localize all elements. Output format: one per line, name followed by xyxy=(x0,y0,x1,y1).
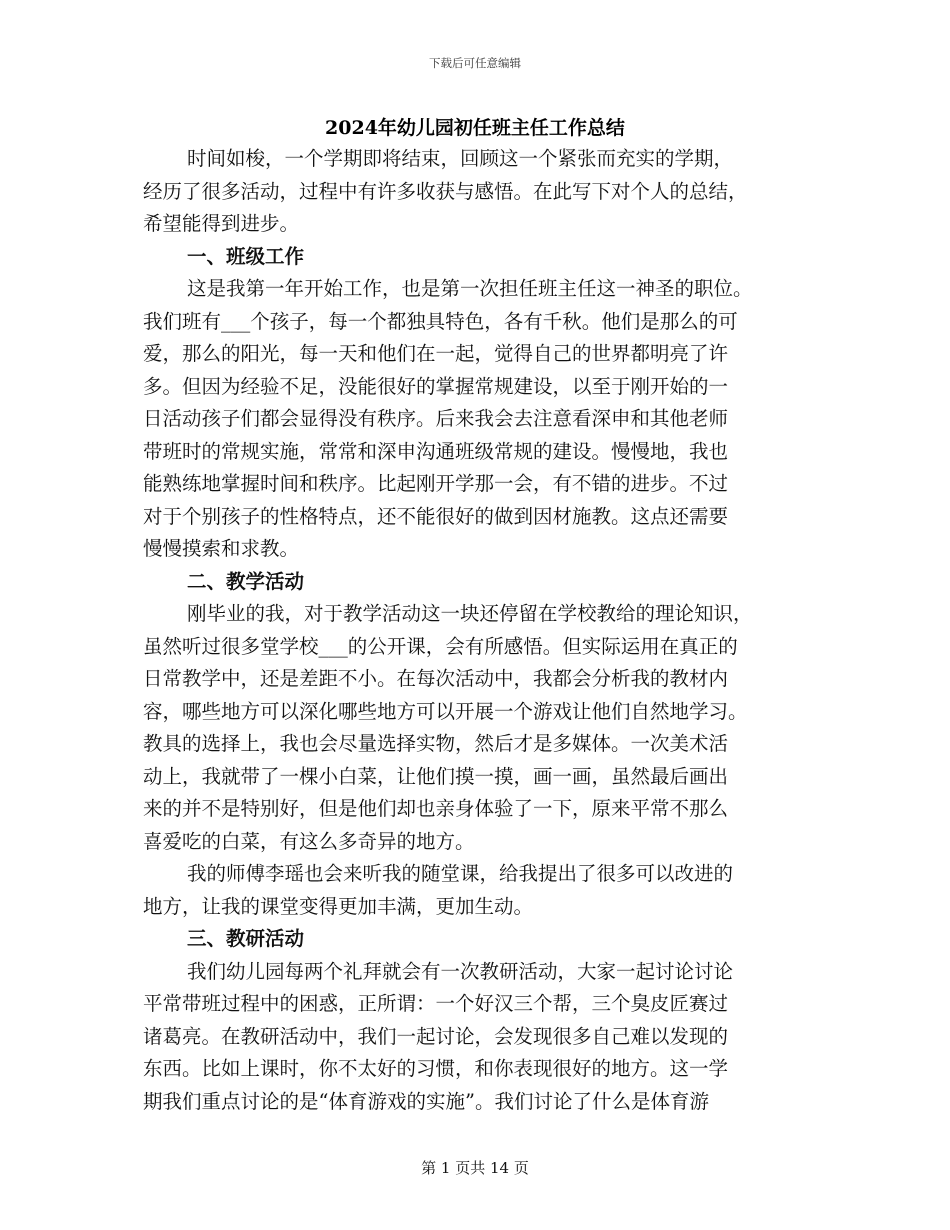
paragraph-line: 喜爱吃的白菜，有这么多奇异的地方。 xyxy=(143,829,475,853)
paragraph-line: 平常带班过程中的困惑，正所谓：一个好汉三个帮，三个臭皮匠赛过 xyxy=(143,992,729,1015)
section-heading: 二、教学活动 xyxy=(187,569,305,593)
paragraph-line: 日活动孩子们都会显得没有秩序。后来我会去注意看深申和其他老师 xyxy=(143,407,729,430)
paragraph-line: 多。但因为经验不足，没能很好的掌握常规建设，以至于刚开始的一 xyxy=(143,374,729,398)
page-footer: 第 1 页共 14 页 xyxy=(421,1159,529,1177)
paragraph-line: 我们幼儿园每两个礼拜就会有一次教研活动，大家一起讨论讨论 xyxy=(187,959,734,983)
document-body xyxy=(143,143,808,1118)
paragraph-line: 能熟练地掌握时间和秩序。比起刚开学那一会，有不错的进步。不过 xyxy=(143,472,729,495)
paragraph-line: 日常教学中，还是差距不小。在每次活动中，我都会分析我的教材内 xyxy=(143,667,729,690)
paragraph-line: 我们班有___个孩子，每一个都独具特色，各有千秋。他们是那么的可 xyxy=(143,309,738,333)
paragraph-line: 虽然听过很多堂学校___的公开课，会有所感悟。但实际运用在真正的 xyxy=(143,634,738,658)
paragraph-line: 希望能得到进步。 xyxy=(143,212,300,235)
paragraph-line: 爱，那么的阳光，每一天和他们在一起，觉得自己的世界都明亮了许 xyxy=(143,342,729,365)
paragraph-line: 教具的选择上，我也会尽量选择实物，然后才是多媒体。一次美术活 xyxy=(143,732,729,755)
paragraph-line: 诸葛亮。在教研活动中，我们一起讨论，会发现很多自己难以发现的 xyxy=(143,1024,729,1048)
paragraph-line: 经历了很多活动，过程中有许多收获与感悟。在此写下对个人的总结， xyxy=(143,179,748,203)
paragraph-line: 东西。比如上课时，你不太好的习惯，和你表现很好的地方。这一学 xyxy=(143,1057,729,1080)
paragraph-line: 对于个别孩子的性格特点，还不能很好的做到因材施教。这点还需要 xyxy=(143,504,729,528)
paragraph-line: 这是我第一年开始工作，也是第一次担任班主任这一神圣的职位。 xyxy=(187,277,753,300)
paragraph-line: 刚毕业的我，对于教学活动这一块还停留在学校教给的理论知识， xyxy=(187,602,753,625)
paragraph-line: 来的并不是特别好，但是他们却也亲身体验了一下，原来平常不那么 xyxy=(143,797,729,820)
paragraph-line: 慢慢摸索和求教。 xyxy=(143,537,300,560)
paragraph-line: 动上，我就带了一棵小白菜，让他们摸一摸，画一画，虽然最后画出 xyxy=(143,764,729,788)
paragraph-line: 带班时的常规实施，常常和深申沟通班级常规的建设。慢慢地，我也 xyxy=(143,439,729,463)
paragraph-line: 容，哪些地方可以深化哪些地方可以开展一个游戏让他们自然地学习。 xyxy=(143,699,748,723)
section-heading: 一、班级工作 xyxy=(187,244,305,268)
document-title: 2024年幼儿园初任班主任工作总结 xyxy=(325,117,625,139)
section-heading: 三、教研活动 xyxy=(187,927,305,950)
paragraph-line: 时间如梭，一个学期即将结束，回顾这一个紧张而充实的学期， xyxy=(187,147,734,170)
paragraph-line: 期我们重点讨论的是“体育游戏的实施”。我们讨论了什么是体育游 xyxy=(143,1089,709,1113)
header-note: 下载后可任意编辑 xyxy=(429,56,521,70)
paragraph-line: 地方，让我的课堂变得更加丰满，更加生动。 xyxy=(143,894,534,918)
paragraph-line: 我的师傅李瑶也会来听我的随堂课，给我提出了很多可以改进的 xyxy=(187,862,734,885)
